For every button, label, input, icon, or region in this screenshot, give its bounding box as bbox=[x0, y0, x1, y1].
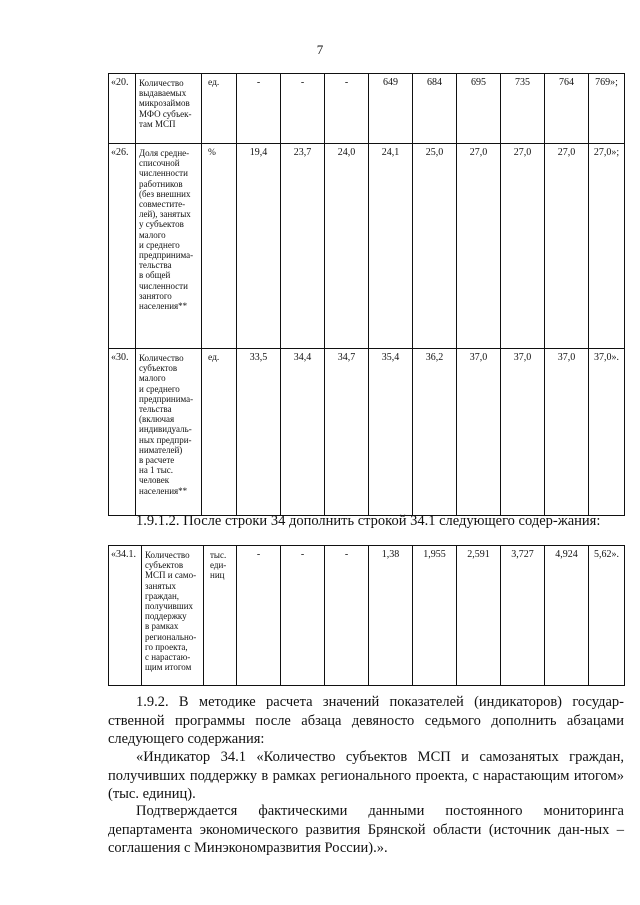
table-row bbox=[109, 74, 625, 144]
value-cell: 35,4 bbox=[369, 349, 413, 516]
unit-cell: ед. bbox=[202, 349, 237, 516]
indicator-name-cell bbox=[136, 349, 202, 516]
indicator-name-cell bbox=[142, 546, 204, 686]
unit-cell: ед. bbox=[202, 74, 237, 144]
row-number: «20. bbox=[109, 74, 136, 144]
value-cell: - bbox=[325, 74, 369, 144]
value-cell: 24,0 bbox=[325, 144, 369, 349]
unit-text: тыс. еди- ниц bbox=[210, 550, 227, 581]
value-cell: 33,5 bbox=[237, 349, 281, 516]
indicator-name-cell bbox=[136, 74, 202, 144]
value-cell: 695 bbox=[457, 74, 501, 144]
value-cell: 34,7 bbox=[325, 349, 369, 516]
value-cell: - bbox=[281, 546, 325, 686]
value-cell: 27,0 bbox=[545, 144, 589, 349]
value-cell: 23,7 bbox=[281, 144, 325, 349]
table-row bbox=[109, 349, 625, 516]
paragraph-1-9-2: 1.9.2. В методике расчета значений показателей (индикаторов) государ-ственной программы после абзаца девяносто седьмого дополнить абзацами следующего содержания: bbox=[108, 694, 624, 747]
page-number: 7 bbox=[316, 42, 324, 57]
indicator-name: Количество выдаваемых микрозаймов МФО субъек- там МСП bbox=[139, 78, 192, 129]
value-cell: 684 bbox=[413, 74, 457, 144]
value-cell: 649 bbox=[369, 74, 413, 144]
indicator-table bbox=[108, 73, 625, 516]
value-cell: 769»; bbox=[589, 74, 625, 144]
value-cell: 1,38 bbox=[369, 546, 413, 686]
indicator-table-addition bbox=[108, 545, 625, 686]
value-cell: 34,4 bbox=[281, 349, 325, 516]
value-cell: 19,4 bbox=[237, 144, 281, 349]
value-cell: 4,924 bbox=[545, 546, 589, 686]
unit-cell: % bbox=[202, 144, 237, 349]
value-cell: 27,0 bbox=[501, 144, 545, 349]
value-cell: - bbox=[237, 546, 281, 686]
value-cell: 5,62». bbox=[589, 546, 625, 686]
row-number: «30. bbox=[109, 349, 136, 516]
value-cell: 37,0 bbox=[457, 349, 501, 516]
row-number: «26. bbox=[109, 144, 136, 349]
value-cell: 764 bbox=[545, 74, 589, 144]
value-cell: 37,0». bbox=[589, 349, 625, 516]
value-cell: 735 bbox=[501, 74, 545, 144]
value-cell: 37,0 bbox=[545, 349, 589, 516]
paragraph-data-source: Подтверждается фактическими данными постоянного мониторинга департамента экономического развития Брянской области (источник дан-ных – соглашения с Минэкономразвития России).». bbox=[108, 803, 624, 856]
value-cell: - bbox=[325, 546, 369, 686]
row-number: «34.1. bbox=[109, 546, 142, 686]
value-cell: - bbox=[237, 74, 281, 144]
indicator-name: Количество субъектов МСП и само- занятых граждан, получивших поддержку в рамках регионально- го проекта, с нарастаю- щим итогом bbox=[145, 550, 197, 673]
value-cell: 27,0 bbox=[457, 144, 501, 349]
indicator-name: Количество субъектов малого и среднего предпринима- тельства (включая индивидуаль- ных предпри- нимателей) в расчете на 1 тыс. человек населения** bbox=[139, 353, 194, 496]
value-cell: 36,2 bbox=[413, 349, 457, 516]
unit-cell bbox=[204, 546, 237, 686]
indicator-name-cell bbox=[136, 144, 202, 349]
table-row bbox=[109, 144, 625, 349]
value-cell: - bbox=[281, 74, 325, 144]
value-cell: 2,591 bbox=[457, 546, 501, 686]
indicator-name: Доля средне- списочной численности работников (без внешних совместите- лей), занятых у субъектов малого и среднего предпринима- тельства в общей численности занятого населения** bbox=[139, 148, 194, 312]
value-cell: 1,955 bbox=[413, 546, 457, 686]
paragraph-indicator-34-1: «Индикатор 34.1 «Количество субъектов МСП и самозанятых граждан, получивших поддержку в рамках регионального проекта, с нарастающим итогом» (тыс. единиц). bbox=[108, 749, 624, 802]
value-cell: 37,0 bbox=[501, 349, 545, 516]
value-cell: 25,0 bbox=[413, 144, 457, 349]
paragraph-1-9-1-2: 1.9.1.2. После строки 34 дополнить строкой 34.1 следующего содер-жания: bbox=[136, 513, 601, 529]
value-cell: 3,727 bbox=[501, 546, 545, 686]
table-row bbox=[109, 546, 625, 686]
value-cell: 27,0»; bbox=[589, 144, 625, 349]
value-cell: 24,1 bbox=[369, 144, 413, 349]
